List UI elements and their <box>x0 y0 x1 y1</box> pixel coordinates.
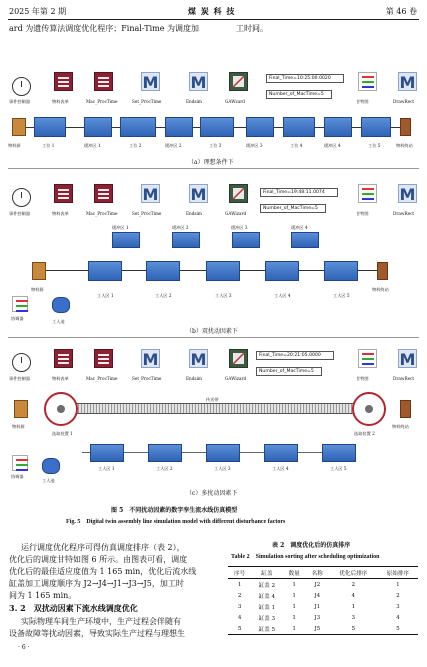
buffer-label: 缓冲区 2 <box>172 225 189 230</box>
material-sink[interactable] <box>377 262 388 280</box>
panel-b-caption: （b）双扰动因素下 <box>186 328 238 335</box>
table-cell: J3 <box>314 614 321 621</box>
table-cell: 2 <box>237 592 242 599</box>
label-drawrect: DrawRect <box>393 211 415 216</box>
conveyor-belt[interactable] <box>60 403 370 414</box>
col-header: 名称 <box>311 570 323 577</box>
journal-name: 煤 炭 科 技 <box>188 6 236 16</box>
buffer-1[interactable] <box>112 232 140 248</box>
gantt-chart-icon[interactable] <box>358 184 377 203</box>
table-cell: J2 <box>314 581 321 588</box>
material-source[interactable] <box>32 262 46 280</box>
label-drawrect: DrawRect <box>393 99 415 104</box>
set-proctime-method-icon[interactable]: M <box>142 185 159 204</box>
station-2[interactable] <box>120 117 156 137</box>
label-gawizard: GAWzard <box>225 99 245 104</box>
node-label: 工位 5 <box>368 143 381 148</box>
endsim-method-icon[interactable]: M <box>190 350 207 369</box>
worker-station-2[interactable] <box>148 444 182 462</box>
mac-number-field[interactable]: Number_of_MacTime=5 <box>260 204 326 213</box>
material-source[interactable] <box>14 400 28 418</box>
table-cell: 2 <box>396 592 400 599</box>
worker-pool-icon[interactable] <box>42 458 60 474</box>
label-mac-proctime: Mac_ProcTime <box>86 99 118 104</box>
table-cell: 3 <box>237 603 242 610</box>
body-line: 优化后的最佳适应度值为 1 165 min，优化后流水线 <box>9 567 197 576</box>
label-endsim: Endsim <box>186 376 202 381</box>
station-label: 工人区 4 <box>272 466 289 471</box>
final-time-field[interactable]: Final_Time=10:25:00.0020 <box>266 74 344 83</box>
source-label: 物料源 <box>12 424 25 429</box>
unload-device-wheel[interactable] <box>352 392 386 426</box>
table-cell: 缸盖 5 <box>258 626 276 633</box>
buffer-4[interactable] <box>291 232 319 248</box>
body-line: 缸盖加工调度顺序为 J2→J4→J1→J3→J5，加工时 <box>9 579 184 588</box>
load-device-wheel[interactable] <box>44 392 78 426</box>
table-cell: 3 <box>396 603 400 610</box>
sink-label: 物料终站 <box>392 424 409 429</box>
label-drawrect: DrawRect <box>393 376 415 381</box>
table-cell: 缸盖 3 <box>258 615 276 622</box>
station-label: 工人区 5 <box>333 293 350 298</box>
table-cell: 1 <box>237 581 242 588</box>
station-label: 工人区 4 <box>274 293 291 298</box>
node-label: 工位 4 <box>290 143 303 148</box>
sink-label: 物料终站 <box>372 287 389 292</box>
station-label: 工人区 3 <box>214 466 231 471</box>
body-line: 运行调度优化程序可得仿真调度排序（表 2）， <box>21 543 185 552</box>
conveyor-label: 传送带 <box>206 397 219 402</box>
coordinator-icon[interactable] <box>12 455 28 471</box>
buffer-label: 缓冲区 1 <box>112 225 129 230</box>
worker-station-1[interactable] <box>90 444 124 462</box>
label-event-controller: 事件控制器 <box>9 376 30 381</box>
mac-number-field[interactable]: Number_of_MacTime=5 <box>266 90 332 99</box>
event-controller-clock-icon[interactable] <box>12 77 31 96</box>
buffer-4[interactable] <box>324 117 352 137</box>
body-line: 优化后的调度甘特如图 6 所示。由图表可看，调度 <box>9 555 188 564</box>
label-gantt: 甘特图 <box>356 211 369 216</box>
table-cell: 3 <box>351 614 356 621</box>
station-label: 工人区 1 <box>97 293 114 298</box>
table-cell: 5 <box>396 625 400 632</box>
event-controller-clock-icon[interactable] <box>12 353 31 372</box>
buffer-3[interactable] <box>232 232 260 248</box>
drawrect-method-icon[interactable]: M <box>399 185 416 204</box>
simulation-sorting-table <box>228 566 418 635</box>
table-cell: 1 <box>396 581 400 588</box>
table-cell: J4 <box>314 592 321 599</box>
worker-station-1[interactable] <box>88 261 122 281</box>
section-line: 实际物理车间生产环境中，生产过程会伴随有 <box>21 617 181 626</box>
mac-number-field[interactable]: Number_of_MacTime=5 <box>256 367 322 376</box>
buffer-1[interactable] <box>84 117 112 137</box>
col-header: 优化后排序 <box>339 570 368 577</box>
station-label: 工人区 2 <box>156 466 173 471</box>
station-4[interactable] <box>283 117 315 137</box>
journal-issue: 2025 年第 2 期 <box>9 7 67 16</box>
node-label: 缓冲区 2 <box>165 143 182 148</box>
node-label: 物料终站 <box>396 143 413 148</box>
coordinator-icon[interactable] <box>12 296 28 312</box>
table-cell: 1 <box>292 614 296 621</box>
station-1[interactable] <box>34 117 66 137</box>
worker-pool-label: 工人池 <box>52 319 65 324</box>
table-cell: 缸盖 4 <box>258 593 276 600</box>
label-set-proctime: Set_ProcTime <box>132 99 162 104</box>
table-cell: 1 <box>292 625 296 632</box>
table-cell: 5 <box>237 625 242 632</box>
buffer-2[interactable] <box>172 232 200 248</box>
endsim-method-icon[interactable]: M <box>190 185 207 204</box>
table-row <box>228 601 418 612</box>
worker-station-5[interactable] <box>324 261 358 281</box>
station-label: 工人区 1 <box>98 466 115 471</box>
buffer-label: 缓冲区 3 <box>231 225 248 230</box>
node-label: 工位 3 <box>209 143 222 148</box>
source-label: 物料源 <box>31 287 44 292</box>
final-time-field[interactable]: Final_Time=20:21:05.0000 <box>256 351 334 360</box>
label-mac-proctime: Mac_ProcTime <box>86 376 118 381</box>
table-cell: 1 <box>292 592 296 599</box>
label-event-controller: 事件控制器 <box>9 211 30 216</box>
drawrect-method-icon[interactable]: M <box>399 350 416 369</box>
col-header: 数量 <box>288 570 300 577</box>
node-label: 工位 1 <box>42 143 55 148</box>
panel-divider <box>8 337 419 338</box>
worker-pool-label: 工人池 <box>42 478 55 483</box>
gawizard-icon[interactable] <box>229 184 248 203</box>
label-material-table: 物料表单 <box>52 376 69 381</box>
page-number: · 6 · <box>18 644 30 651</box>
endsim-method-icon[interactable]: M <box>190 73 207 92</box>
station-5[interactable] <box>361 117 391 137</box>
node-label: 物料源 <box>8 143 21 148</box>
material-source[interactable] <box>12 118 26 136</box>
buffer-3[interactable] <box>246 117 274 137</box>
worker-station-3[interactable] <box>206 261 240 281</box>
label-material-table: 物料表单 <box>52 211 69 216</box>
table-cell: 5 <box>351 625 356 632</box>
gantt-chart-icon[interactable] <box>358 349 377 368</box>
node-label: 缓冲区 3 <box>246 143 263 148</box>
event-controller-clock-icon[interactable] <box>12 188 31 207</box>
node-label: 缓冲区 1 <box>84 143 101 148</box>
col-header: 序号 <box>233 570 246 577</box>
drawrect-method-icon[interactable]: M <box>399 73 416 92</box>
table-header-row <box>228 567 418 579</box>
col-header: 缸盖 <box>261 570 273 577</box>
coordinator-label: 协调器 <box>11 316 24 321</box>
label-gawizard: GAWizard <box>225 211 247 216</box>
station-label: 工人区 2 <box>155 293 172 298</box>
body-line: 间为 1 165 min。 <box>9 591 77 600</box>
table-row <box>228 579 418 591</box>
table-cell: 1 <box>292 603 296 610</box>
station-3[interactable] <box>200 117 234 137</box>
worker-station-2[interactable] <box>146 261 180 281</box>
label-endsim: Endsim <box>186 99 202 104</box>
label-endsim: Endsim <box>186 211 202 216</box>
buffer-label: 缓冲区 4 <box>291 225 308 230</box>
set-proctime-method-icon[interactable]: M <box>142 73 159 92</box>
label-material-table: 物料表单 <box>52 99 69 104</box>
table-row <box>228 590 418 601</box>
intro-text-right: 工时间。 <box>236 24 268 33</box>
buffer-2[interactable] <box>165 117 193 137</box>
table-cell: 4 <box>396 614 400 621</box>
table-row <box>228 623 418 635</box>
unload-device-label: 选取装置 2 <box>354 431 375 436</box>
table-cell: 4 <box>237 614 242 621</box>
gantt-chart-icon[interactable] <box>358 72 377 91</box>
gawizard-icon[interactable] <box>229 72 248 91</box>
node-label: 工位 2 <box>129 143 142 148</box>
material-table-book-icon[interactable] <box>54 72 73 91</box>
final-time-field[interactable]: Final_Time=19:48:11.0074 <box>260 188 338 197</box>
coordinator-label: 协调器 <box>11 474 24 479</box>
set-proctime-method-icon[interactable]: M <box>142 350 159 369</box>
label-gantt: 甘特图 <box>356 99 369 104</box>
panel-divider <box>8 168 419 169</box>
journal-volume: 第 46 卷 <box>385 7 417 16</box>
table-cell: J1 <box>314 603 321 610</box>
figure-title-cn: 图 5 不同扰动因素的数字孪生流水线仿真模型 <box>111 507 238 514</box>
material-table-book-icon[interactable] <box>54 349 73 368</box>
label-gantt: 甘特图 <box>356 376 369 381</box>
worker-station-3[interactable] <box>206 444 240 462</box>
load-device-label: 选取装置 1 <box>52 431 73 436</box>
section-heading: 3. 2 双扰动因素下流水线调度优化 <box>9 603 138 613</box>
col-header: 原始排序 <box>386 570 410 577</box>
table-row <box>228 612 418 623</box>
label-event-controller: 事件控制器 <box>9 99 30 104</box>
section-line: 设备故障等扰动因素，导致实际生产过程与理想生 <box>9 629 185 638</box>
mac-proctime-book-icon[interactable] <box>94 184 113 203</box>
table-cell: 4 <box>351 592 356 599</box>
intro-text-left: ard 为遗传算法调度优化程序；Final-Time 为调度加 <box>9 24 200 33</box>
station-label: 工人区 5 <box>330 466 347 471</box>
header-rule <box>8 19 419 20</box>
worker-station-4[interactable] <box>265 261 299 281</box>
table-cell: J5 <box>314 625 321 632</box>
station-label: 工人区 3 <box>215 293 232 298</box>
worker-station-4[interactable] <box>264 444 298 462</box>
mac-proctime-book-icon[interactable] <box>94 72 113 91</box>
node-label: 缓冲区 4 <box>324 143 341 148</box>
figure-title-en: Fig. 5 Digital twin assembly line simulation model with different disturbance factors <box>66 519 286 525</box>
worker-station-5[interactable] <box>322 444 356 462</box>
mac-proctime-book-icon[interactable] <box>94 349 113 368</box>
table-title-en: Table 2 Simulation sorting after scheduling optimization <box>231 554 380 560</box>
material-sink[interactable] <box>400 118 411 136</box>
label-mac-proctime: Mac_ProcTime <box>86 211 118 216</box>
panel-c-caption: （c）多扰动因素下 <box>186 490 238 497</box>
material-sink[interactable] <box>400 400 411 418</box>
table-cell: 1 <box>292 581 296 588</box>
table-cell: 缸盖 1 <box>258 604 276 611</box>
worker-pool-icon[interactable] <box>52 297 70 313</box>
table-cell: 2 <box>351 581 356 588</box>
table-cell: 1 <box>351 603 356 610</box>
panel-a-caption: （a）理想条件下 <box>188 159 234 166</box>
gawizard-icon[interactable] <box>229 349 248 368</box>
material-table-book-icon[interactable] <box>54 184 73 203</box>
label-set-proctime: Set_ProcTime <box>132 211 162 216</box>
table-title-cn: 表 2 调度优化后的仿真排序 <box>272 542 351 549</box>
label-gawizard: GAWizard <box>225 376 247 381</box>
label-set-proctime: Set_ProcTime <box>132 376 162 381</box>
table-cell: 缸盖 2 <box>258 582 276 589</box>
